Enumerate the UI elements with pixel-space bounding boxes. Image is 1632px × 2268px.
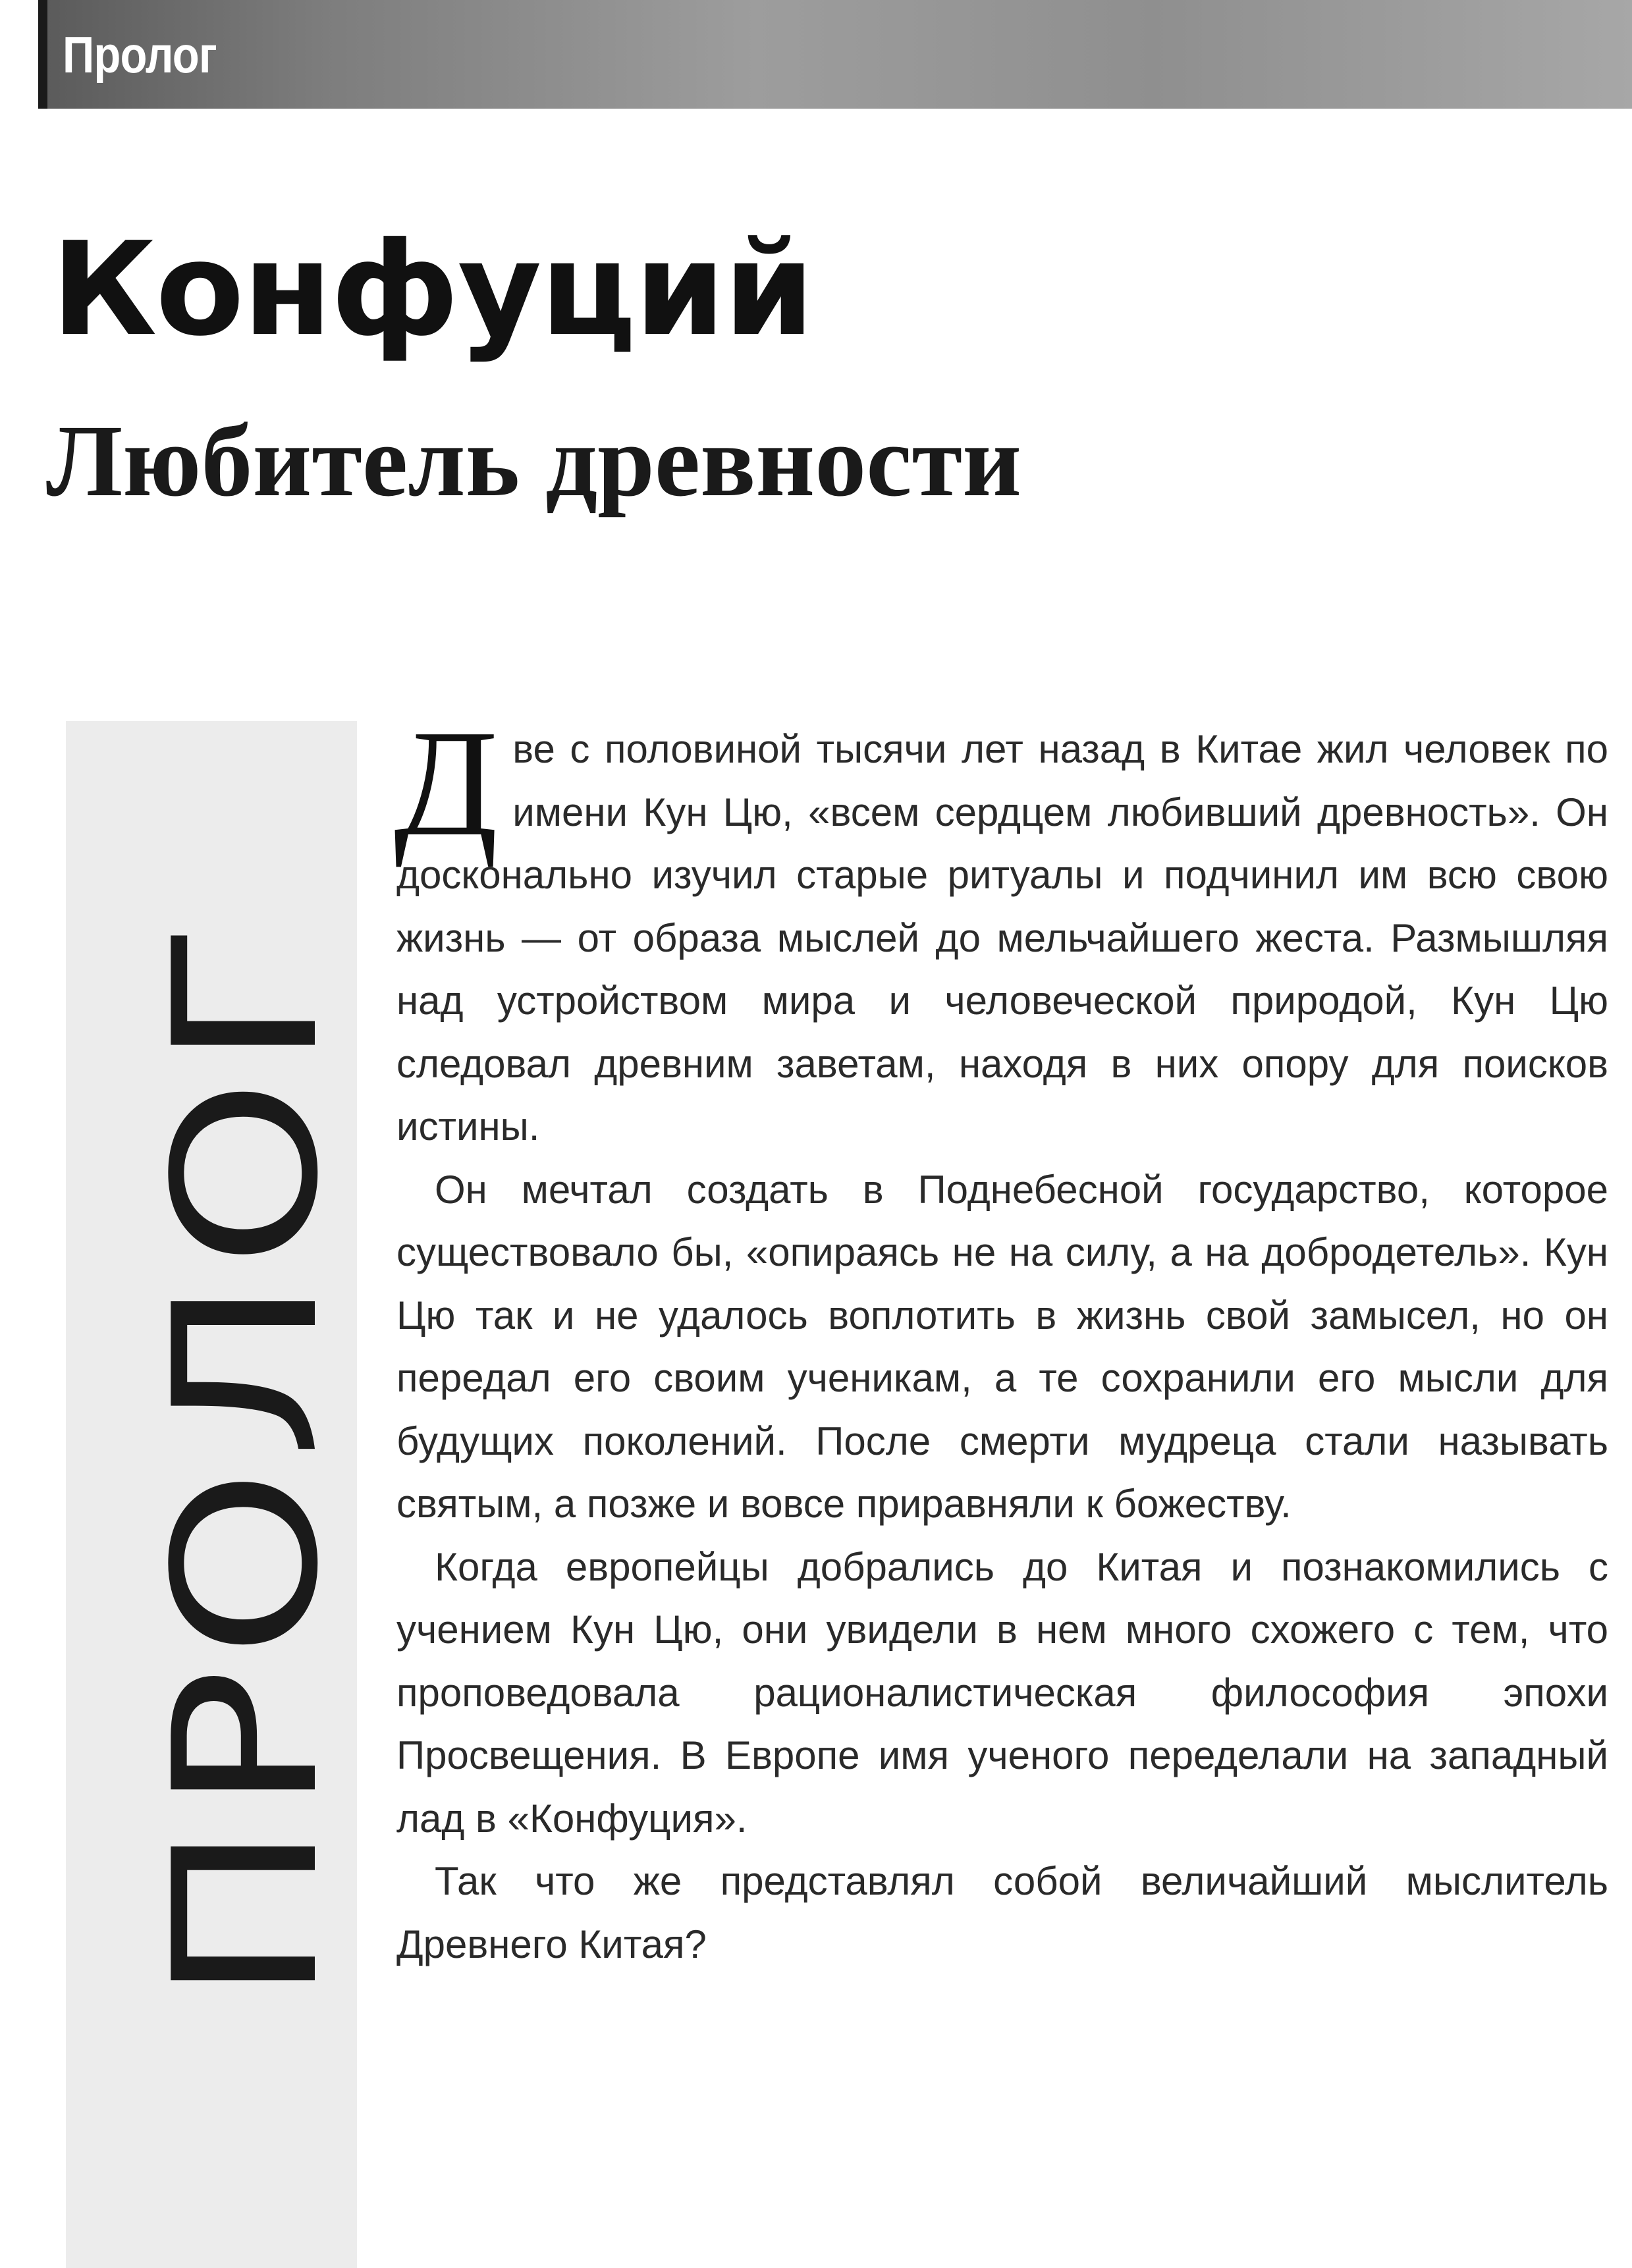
side-label-text: ПРОЛОГ [132,911,362,2004]
paragraph-3: Когда европейцы добрались до Китая и познакомились с учением Кун Цю, они увидели в нем много схожего с тем, что проповедовала рационалистическая философия эпохи Просвещения. В Европе имя ученого переделали на западный лад в «Конфуция». [396,1544,1608,1841]
paragraph-1 [394,699,1608,1158]
paragraph-1-text: ве с половиной тысячи лет назад в Китае жил человек по имени Кун Цю, «всем сердцем любивший древность». Он досконально изучил старые ритуалы и подчинил им всю свою жизнь — от образа мыслей до мельчайшего жеста. Размышляя над устройством мира и человеческой природой, Кун Цю следовал древним заветам, находя в них опору для поисков истины. [396,727,1608,1148]
header-accent-bar [38,0,47,109]
paragraph-4: Так что же представлял собой величайший мыслитель Древнего Китая? [396,1859,1608,1966]
drop-cap: Д [394,699,499,868]
page-title: Конфуций [51,215,813,365]
side-label-vertical [132,911,375,2004]
header-band [38,0,1632,109]
page-subtitle: Любитель древности [46,404,1022,518]
paragraph-2: Он мечтал создать в Поднебесной государство, которое существовало бы, «опираясь не на силу, а на добродетель». Кун Цю так и не удалось воплотить в жизнь свой замысел, но он передал его своим ученикам, а те сохранили его мысли для будущих поколений. После смерти мудреца стали называть святым, а позже и вовсе приравняли к божеству. [396,1167,1608,1526]
section-label: Пролог [63,26,217,84]
article-body [394,699,1608,1976]
